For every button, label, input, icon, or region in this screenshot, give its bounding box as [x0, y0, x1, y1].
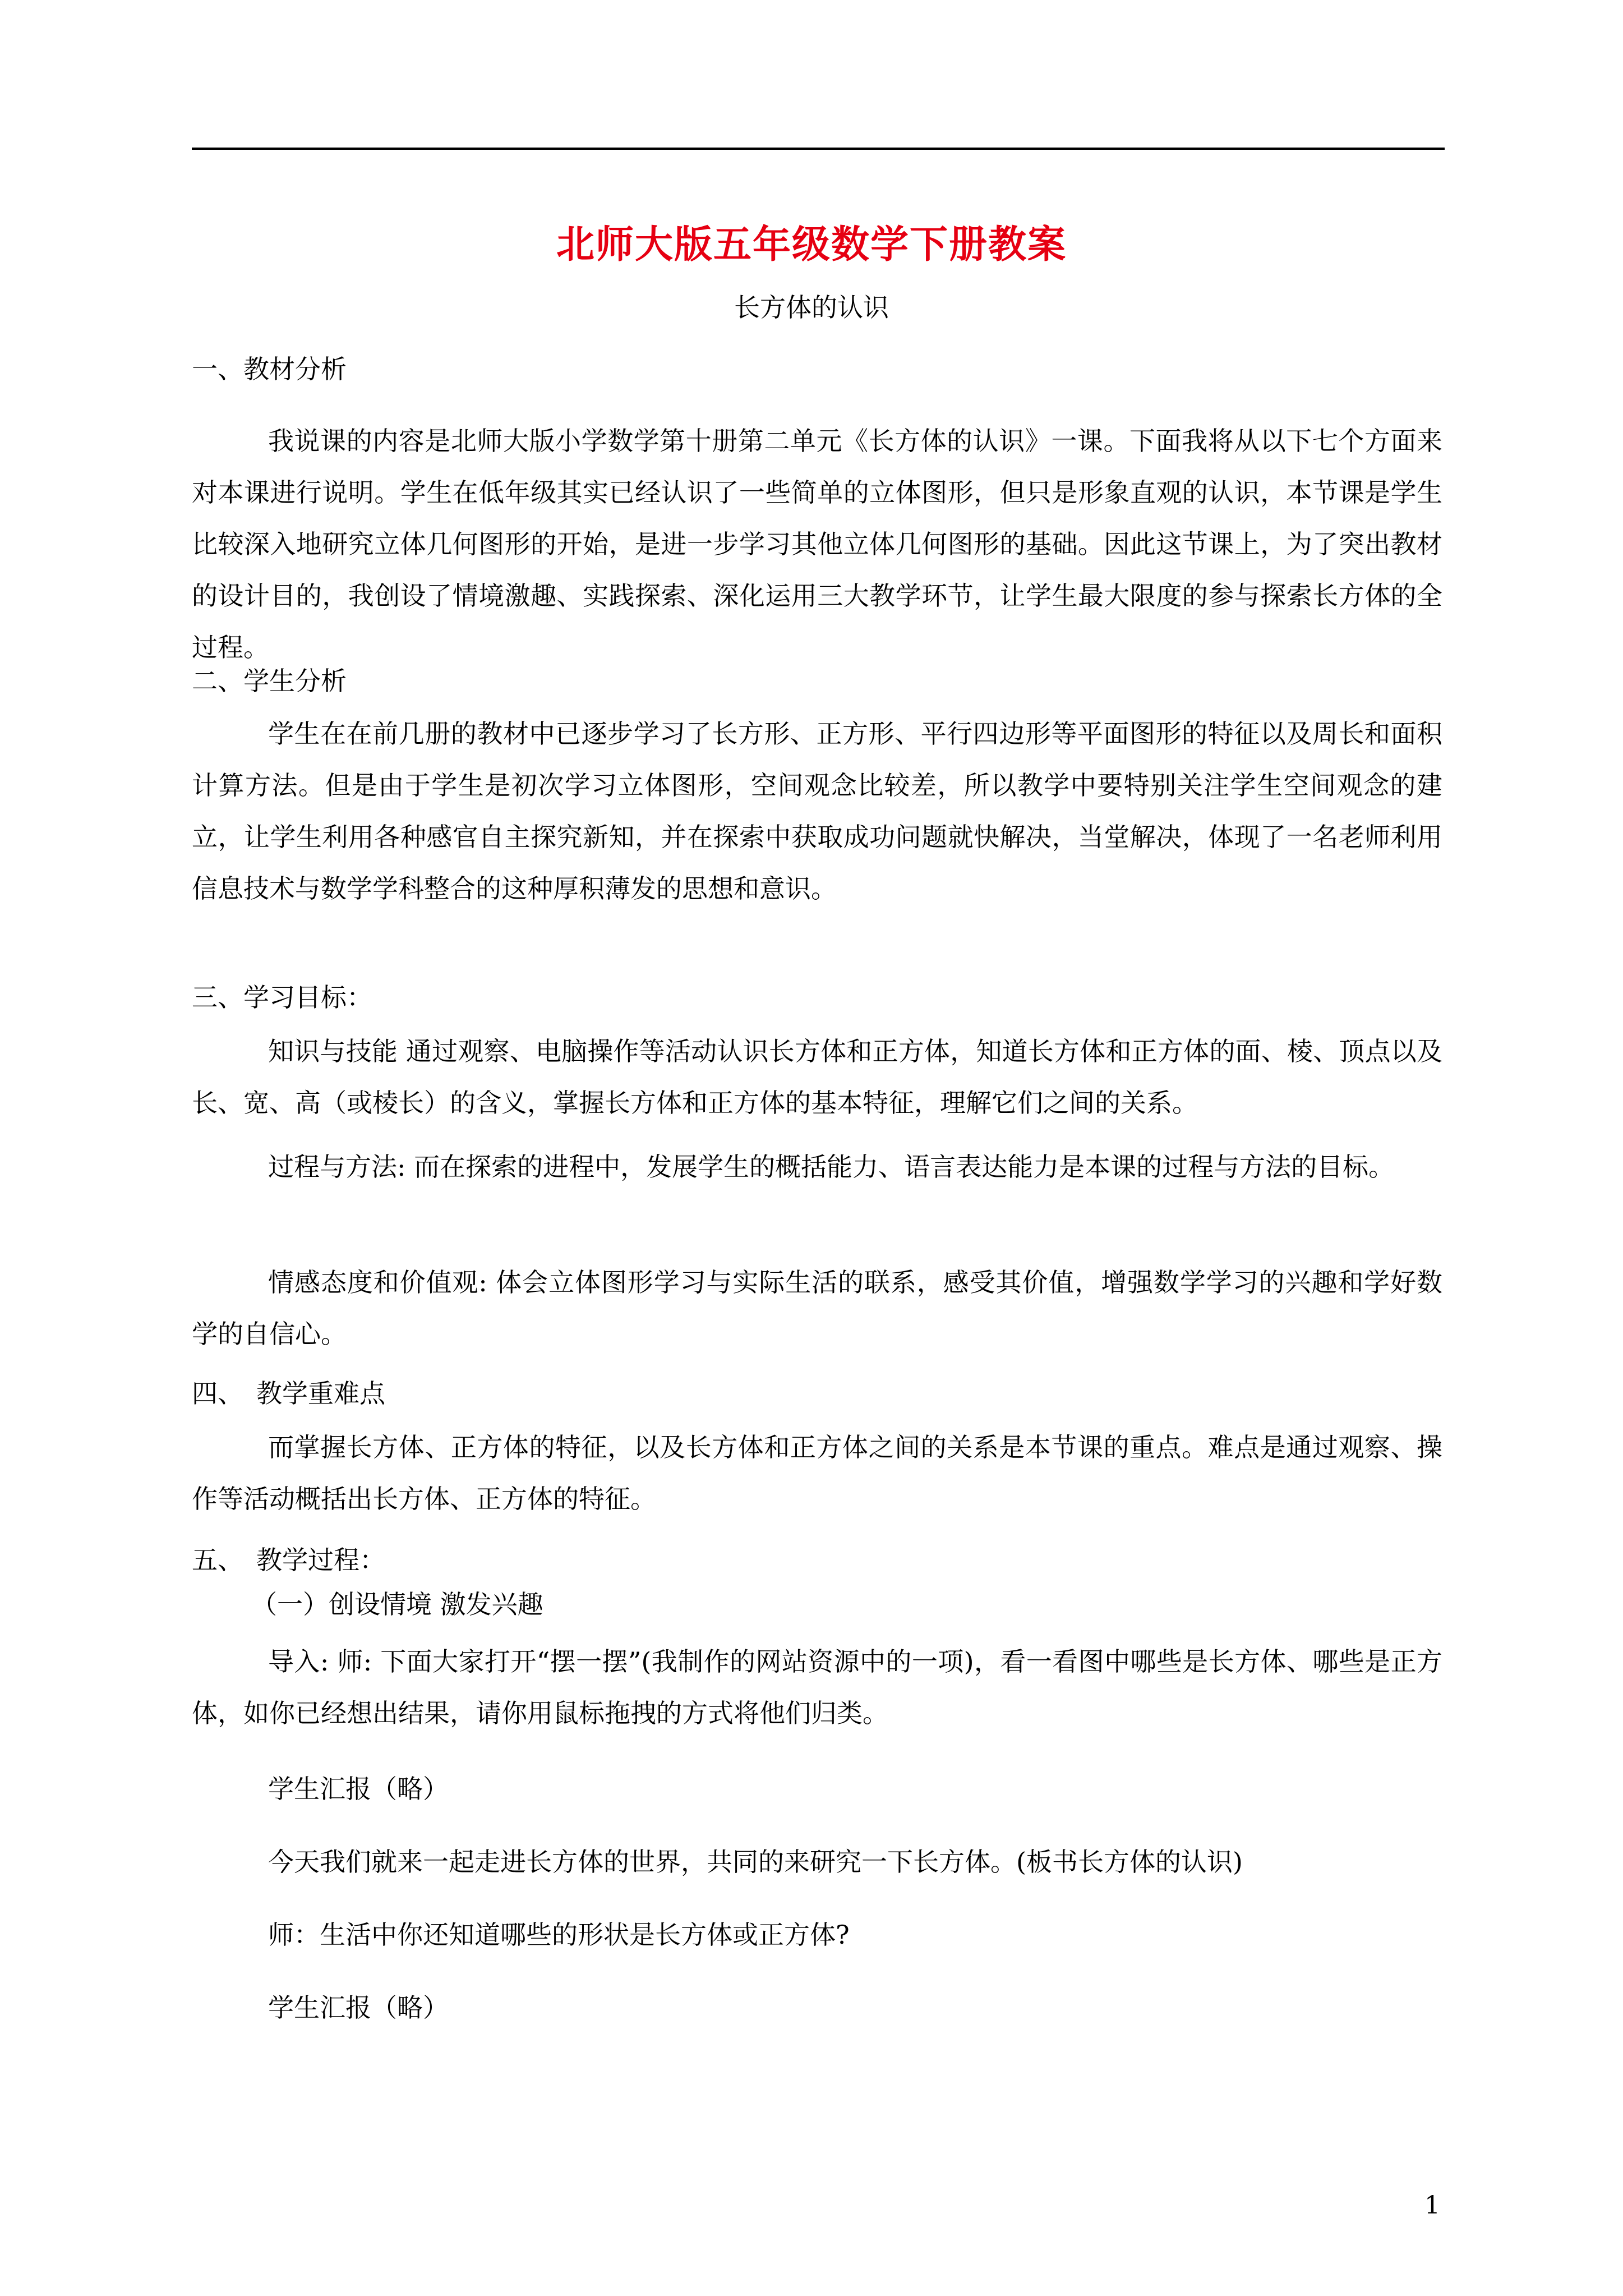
objective-knowledge: 知识与技能 通过观察、电脑操作等活动认识长方体和正方体，知道长方体和正方体的面、棱、顶点以及长、宽、高（或棱长）的含义，掌握长方体和正方体的基本特征，理解它们之间的关系。	[192, 1036, 1442, 1118]
teacher-question-line: 师：生活中你还知道哪些的形状是长方体或正方体?	[268, 1920, 850, 1950]
section-heading-4: 四、 教学重难点	[192, 1378, 385, 1409]
section-heading-3: 三、学习目标：	[192, 982, 372, 1013]
section-1-paragraph: 我说课的内容是北师大版小学数学第十册第二单元《长方体的认识》一课。下面我将从以下七个方面来对本课进行说明。学生在低年级其实已经认识了一些简单的立体图形，但只是形象直观的认识，本节课是学生比较深入地研究立体几何图形的开始，是进一步学习其他立体几何图形的基础。因此这节课上，为了突出教材的设计目的，我创设了情境激趣、实践探索、深化运用三大教学环节，让学生最大限度的参与探索长方体的全过程。	[192, 426, 1442, 662]
student-report-line: 学生汇报（略）	[268, 1774, 449, 1804]
header-rule	[192, 148, 1445, 150]
student-report-line-2: 学生汇报（略）	[268, 1993, 449, 2023]
section-4-paragraph: 而掌握长方体、正方体的特征，以及长方体和正方体之间的关系是本节课的重点。难点是通过观察、操作等活动概括出长方体、正方体的特征。	[192, 1432, 1442, 1514]
page-number: 1	[1424, 2191, 1440, 2220]
section-2-paragraph: 学生在在前几册的教材中已逐步学习了长方形、正方形、平行四边形等平面图形的特征以及周长和面积计算方法。但是由于学生是初次学习立体图形，空间观念比较差，所以教学中要特别关注学生空间观念的建立，让学生利用各种感官自主探究新知，并在探索中获取成功问题就快解决，当堂解决，体现了一名老师利用信息技术与数学学科整合的这种厚积薄发的思想和意识。	[192, 719, 1442, 904]
objective-attitude: 情感态度和价值观: 体会立体图形学习与实际生活的联系，感受其价值，增强数学学习的兴趣和学好数学的自信心。	[192, 1267, 1442, 1349]
section-heading-2: 二、学生分析	[192, 666, 347, 696]
lesson-subtitle: 长方体的认识	[734, 292, 889, 323]
document-title: 北师大版五年级数学下册教案	[556, 222, 1067, 267]
section-heading-5: 五、 教学过程：	[192, 1545, 385, 1575]
subsection-heading: （一）创设情境 激发兴趣	[251, 1589, 543, 1619]
teacher-line: 今天我们就来一起走进长方体的世界，共同的来研究一下长方体。(板书长方体的认识)	[268, 1847, 1243, 1877]
section-heading-1: 一、教材分析	[192, 354, 347, 384]
objective-process: 过程与方法: 而在探索的进程中，发展学生的概括能力、语言表达能力是本课的过程与方法的目标。	[268, 1152, 1395, 1182]
intro-paragraph: 导入: 师: 下面大家打开“摆一摆”(我制作的网站资源中的一项)，看一看图中哪些是长方体、哪些是正方体，如你已经想出结果，请你用鼠标拖拽的方式将他们归类。	[192, 1646, 1442, 1728]
